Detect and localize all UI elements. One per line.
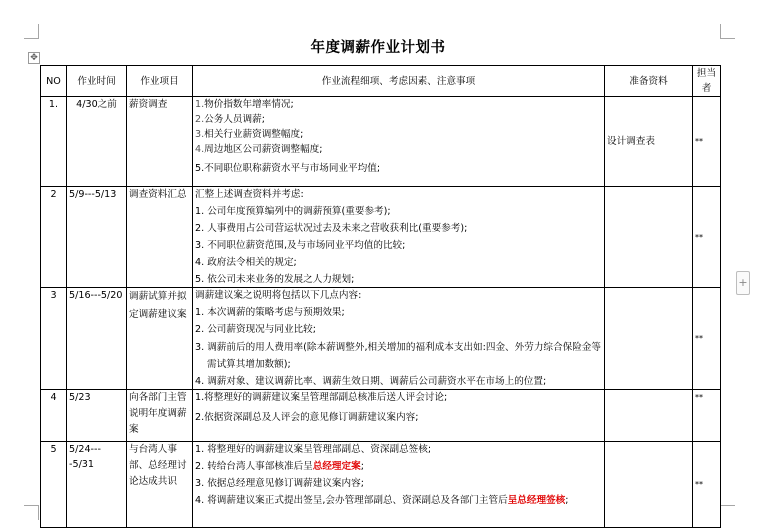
- header-owner: 担当者: [693, 66, 721, 97]
- row-owner: **: [693, 390, 721, 442]
- row-details: [193, 187, 605, 288]
- plan-table: [40, 65, 721, 528]
- row-time: 5/9---5/13: [67, 187, 127, 288]
- detail-line: 1. 本次调薪的策略考虑与预期效果;: [195, 307, 345, 318]
- header-row: [41, 66, 721, 97]
- row-time: 5/16---5/20: [67, 288, 127, 390]
- row-no: 5: [41, 442, 67, 528]
- header-time: 作业时间: [67, 66, 127, 97]
- row-owner: **: [693, 97, 721, 187]
- row-materials: [605, 288, 693, 390]
- detail-line: 2. 人事费用占公司营运状况过去及未来之营收获利比(重要参考);: [195, 223, 468, 234]
- detail-line: 5.不同职位职称薪资水平与市场同业平均值;: [195, 163, 381, 174]
- header-details: 作业流程细项、考虑因素、注意事项: [193, 66, 605, 97]
- row-no: 4: [41, 390, 67, 442]
- row-owner: **: [693, 288, 721, 390]
- table-row: [41, 390, 721, 442]
- header-item: 作业项目: [127, 66, 193, 97]
- detail-line: 1. 公司年度预算编列中的调薪预算(重要参考);: [195, 206, 391, 217]
- detail-line: 3.相关行业薪资调整幅度;: [195, 129, 304, 140]
- row-item: 调薪试算并拟定调薪建议案: [127, 288, 193, 390]
- row-materials: 设计调查表: [605, 97, 693, 187]
- crop-mark-bottom-right: [720, 505, 735, 520]
- row-materials: [605, 187, 693, 288]
- detail-line: 2. 转给台湾人事部核准后呈总经理定案;: [195, 461, 364, 472]
- row-owner: **: [693, 442, 721, 528]
- row-no: 1.: [41, 97, 67, 187]
- detail-line: 3. 依据总经理意见修订调薪建议案内容;: [195, 478, 364, 489]
- table-row: [41, 97, 721, 187]
- row-owner: **: [693, 187, 721, 288]
- detail-line: 4.周边地区公司薪资调整幅度;: [195, 144, 323, 155]
- row-item: 调查资料汇总: [127, 187, 193, 288]
- row-item: 与台湾人事部、总经理讨论达成共识: [127, 442, 193, 528]
- row-details: [193, 442, 605, 528]
- detail-line: 4. 将调薪建议案正式提出签呈,会办管理部副总、资深副总及各部门主管后呈总经理签核;: [195, 495, 569, 506]
- row-details: [193, 390, 605, 442]
- row-materials: [605, 390, 693, 442]
- detail-line: 2.依据资深副总及人评会的意见修订调薪建议案内容;: [195, 412, 419, 423]
- document-title: 年度调薪作业计划书: [310, 40, 446, 56]
- row-materials: [605, 442, 693, 528]
- row-details: [193, 288, 605, 390]
- table-add-column-icon[interactable]: +: [736, 271, 750, 295]
- detail-line: 1.物价指数年增率情况;: [195, 99, 294, 110]
- detail-intro: 调薪建议案之说明将包括以下几点内容:: [195, 290, 362, 301]
- row-time: 4/30之前: [67, 97, 127, 187]
- header-no: NO: [41, 66, 67, 97]
- crop-mark-top-right: [720, 24, 735, 39]
- row-details: [193, 97, 605, 187]
- highlight-text: 总经理定案: [312, 461, 361, 472]
- detail-line: 1. 将整理好的调薪建议案呈管理部副总、资深副总签核;: [195, 444, 432, 455]
- row-time: 5/23: [67, 390, 127, 442]
- table-row: [41, 442, 721, 528]
- row-item: 薪资调查: [127, 97, 193, 187]
- table-row: [41, 187, 721, 288]
- detail-line: 3. 调薪前后的用人费用率(除本薪调整外,相关增加的福利成本支出如:四金、外劳力综合保险金等需试算其增加数额);: [195, 342, 601, 370]
- row-time: 5/24----5/31: [67, 442, 127, 528]
- detail-line: 3. 不同职位薪资范围,及与市场同业平均值的比较;: [195, 240, 406, 251]
- row-item: 向各部门主管说明年度调薪案: [127, 390, 193, 442]
- detail-intro: 汇整上述调查资料并考虑:: [195, 189, 304, 200]
- highlight-text: 呈总经理签核: [507, 495, 566, 506]
- detail-line: 4. 调薪对象、建议调薪比率、调薪生效日期、调薪后公司薪资水平在市场上的位置;: [195, 376, 547, 387]
- detail-line: 1.将整理好的调薪建议案呈管理部副总核准后送人评会讨论;: [195, 392, 448, 403]
- detail-line: 5. 依公司未来业务的发展之人力规划;: [195, 274, 355, 285]
- table-row: [41, 288, 721, 390]
- crop-mark-bottom-left: [24, 505, 39, 520]
- row-no: 2: [41, 187, 67, 288]
- crop-mark-top-left: [24, 24, 39, 39]
- row-no: 3: [41, 288, 67, 390]
- detail-line: 4. 政府法令相关的规定;: [195, 257, 297, 268]
- detail-line: 2. 公司薪资现况与同业比较;: [195, 324, 316, 335]
- header-materials: 准备资料: [605, 66, 693, 97]
- table-move-handle-icon[interactable]: ✥: [28, 52, 40, 64]
- detail-line: 2.公务人员调薪;: [195, 114, 265, 125]
